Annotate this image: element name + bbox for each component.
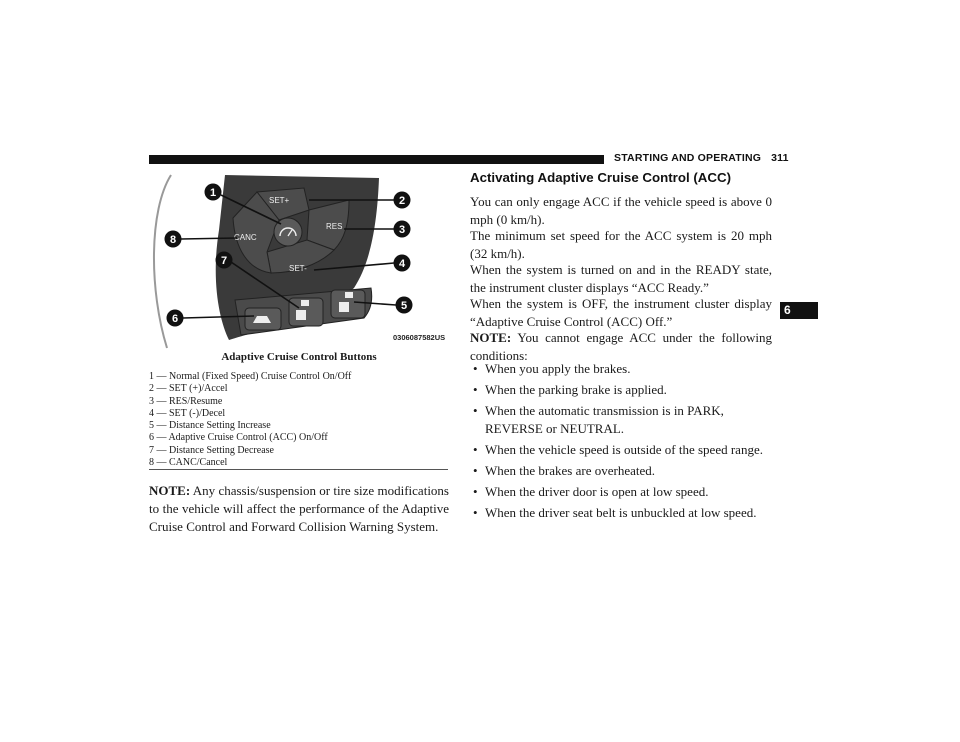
callout-2: 2 [398,195,406,207]
list-item: • When the parking brake is applied. [470,381,772,399]
conditions-list [470,360,772,525]
legend-item: 4 — SET (-)/Decel [149,407,226,419]
note-text: You cannot engage ACC under the following conditions: [470,330,772,363]
note-label: NOTE: [470,330,512,345]
legend-item: 3 — RES/Resume [149,395,223,407]
set-plus-label: SET+ [269,196,290,205]
res-label: RES [326,222,343,231]
callout-8: 8 [169,234,177,246]
distance-bars-icon [339,302,349,312]
legend-item: 5 — Distance Setting Increase [149,420,271,432]
legend-divider [149,469,448,470]
set-minus-label: SET- [289,264,307,273]
chassis-note [149,482,449,536]
note-text: Any chassis/suspension or tire size modifications to the vehicle will affect the performance of the Adaptive Cruise Control and Forward Collision Warning System. [149,483,449,534]
section-title: Activating Adaptive Cruise Control (ACC) [470,170,732,185]
legend-item: 6 — Adaptive Cruise Control (ACC) On/Off [149,432,328,444]
running-header [614,152,789,164]
steering-wheel-controls-figure [149,170,449,350]
figure-id-code: 0306087582US [393,333,446,342]
canc-label: CANC [234,233,257,242]
list-item: • When the driver seat belt is unbuckled at low speed. [470,504,772,522]
callout-6: 6 [171,313,179,325]
callout-7: 7 [220,255,228,267]
legend-item: 1 — Normal (Fixed Speed) Cruise Control On/Off [149,371,352,382]
figure-legend [149,371,351,469]
figure-caption: Adaptive Cruise Control Buttons [221,351,377,363]
callout-4: 4 [398,258,406,270]
callout-1: 1 [209,187,217,199]
header-rule [149,155,604,164]
note-label: NOTE: [149,483,191,498]
paragraph: You can only engage ACC if the vehicle speed is above 0 mph (0 km/h). [470,194,772,227]
paragraph: The minimum set speed for the ACC system is 20 mph (32 km/h). [470,228,772,261]
list-item: • When the driver door is open at low speed. [470,483,772,501]
list-item: • When the vehicle speed is outside of the speed range. [470,441,772,459]
list-item: • When you apply the brakes. [470,360,772,378]
list-item: • When the brakes are overheated. [470,462,772,480]
legend-item: 7 — Distance Setting Decrease [149,444,274,456]
legend-item: 8 — CANC/Cancel [149,457,228,469]
chapter-tab: 6 [780,302,818,319]
legend-item: 2 — SET (+)/Accel [149,383,228,395]
callout-5: 5 [400,300,408,312]
callout-3: 3 [398,224,406,236]
paragraph: When the system is turned on and in the READY state, the instrument cluster displays “ACC Ready.” [470,262,772,295]
page-number: 311 [771,152,789,164]
paragraph: When the system is OFF, the instrument cluster display “Adaptive Cruise Control (ACC) Off.” [470,296,772,329]
list-item: • When the automatic transmission is in PARK, REVERSE or NEUTRAL. [470,402,772,438]
distance-bars-icon [296,310,306,320]
header-section: STARTING AND OPERATING [614,152,762,164]
